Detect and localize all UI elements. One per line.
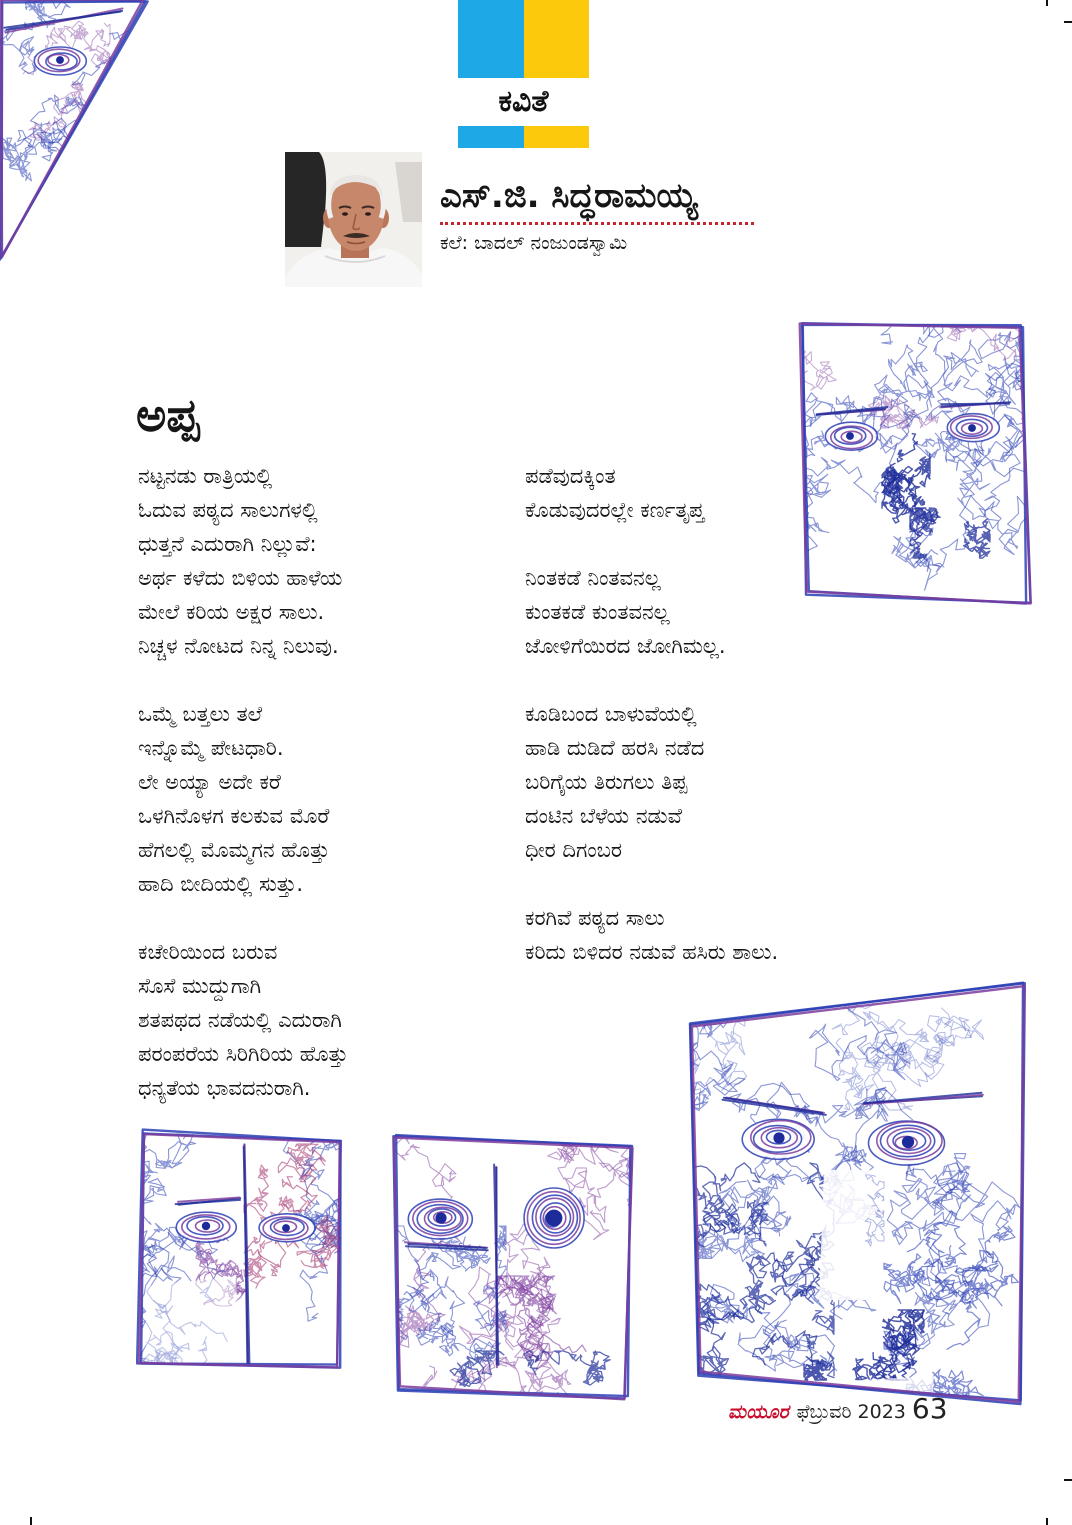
poem-line: ಹಾಡಿ ದುಡಿದೆ ಹರಸಿ ನಡೆದ (525, 736, 705, 760)
sketch-eye (869, 1120, 947, 1165)
crop-mark (1046, 0, 1048, 6)
poem-line: ಧುತ್ತನೆ ಎದುರಾಗಿ ನಿಲ್ಲುವೆ: (138, 532, 317, 556)
sketch-strokes (688, 982, 1020, 1408)
poem-line: ಹೆಗಲಲ್ಲಿ ಮೊಮ್ಮಗನ ಹೊತ್ತು (138, 838, 330, 862)
pen-scribble (963, 1226, 1015, 1298)
poem-line: ಅರ್ಥ ಕಳೆದು ಬಿಳಿಯ ಹಾಳೆಯ (138, 566, 343, 590)
stanza (138, 459, 488, 663)
poem-line: ಧೀರ ದಿಗಂಬರ (525, 838, 622, 862)
pen-scribble (804, 1357, 832, 1380)
sketch-eye (824, 422, 877, 450)
magazine-name: ಮಯೂರ (728, 1401, 789, 1423)
art-credit: ಕಲೆ: ಬಾದಲ್ ನಂಜುಂಡಸ್ವಾಮಿ (440, 232, 628, 254)
sketch-eye (176, 1211, 236, 1242)
poem-line: ಕೊಡುವುದರಲ್ಲೇ ಕರ್ಣತೃಪ್ತ (525, 498, 705, 522)
section-tag-bar (458, 126, 589, 148)
poem-line: ಕರಿದು ಬಿಳಿದರ ನಡುವೆ ಹಸಿರು ಶಾಲು. (525, 940, 779, 964)
section-tag-top-block (458, 0, 589, 78)
sketch-eye (258, 1214, 315, 1242)
sketch-line (723, 1100, 826, 1115)
sketch-strokes (392, 1134, 634, 1401)
poem-line: ಕೂಡಿಬಂದ ಬಾಳುವೆಯಲ್ಲಿ (525, 702, 697, 726)
sketch-line (4, 12, 120, 28)
sketch-eye (524, 1188, 584, 1248)
pen-scribble (909, 1180, 1020, 1338)
pen-scribble (688, 983, 745, 1111)
poem-line: ನಿಂತಕಡೆ ನಿಂತವನಲ್ಲ (525, 566, 661, 590)
sketch-strokes (800, 318, 1030, 590)
poem-line: ನಟ್ಟನಡು ರಾತ್ರಿಯಲ್ಲಿ (138, 464, 273, 488)
poem-line: ಹಾದಿ ಬೀದಿಯಲ್ಲಿ ಸುತ್ತು. (138, 872, 304, 896)
sketch-strokes (140, 1130, 344, 1368)
pen-scribble (800, 348, 836, 390)
poem-line: ಒಳಗಿನೊಳಗ ಕಲಕುವ ಮೊರೆ (138, 804, 330, 828)
page-number: 63 (911, 1392, 948, 1425)
poem-line: ಕಚೇರಿಯಿಂದ ಬರುವ (138, 940, 278, 964)
stanza (525, 697, 885, 867)
page-footer (728, 1392, 948, 1432)
pen-scribble (745, 1253, 815, 1314)
stanza (138, 935, 488, 1105)
crop-mark (1046, 1518, 1048, 1525)
author-dotted-rule (440, 222, 754, 225)
face-sketch-right (790, 308, 1032, 620)
poem-line: ಪರಂಪರೆಯ ಸಿರಿಗಿರಿಯ ಹೊತ್ತು (138, 1042, 349, 1066)
face-sketch-bottom-right (684, 980, 1026, 1410)
pen-scribble (911, 454, 930, 507)
sketch-eye (408, 1198, 473, 1239)
poem-title: ಅಪ್ಪ (136, 388, 200, 442)
sketch-eye (742, 1118, 815, 1159)
sketch-eye (34, 46, 86, 75)
poem-line: ಓದುವ ಪಠ್ಯದ ಸಾಲುಗಳಲ್ಲಿ (138, 498, 318, 522)
crop-mark (30, 1517, 32, 1525)
poem-line: ಧನ್ಯತೆಯ ಭಾವದನುರಾಗಿ. (138, 1076, 311, 1100)
stanza (138, 697, 488, 901)
poem-line: ಬರಿಗೈಯ ತಿರುಗಲು ತಿಪ್ಪ (525, 770, 688, 794)
face-sketch-top-left (0, 0, 150, 262)
poem-line: ಮೇಲೆ ಕರಿಯ ಅಕ್ಷರ ಸಾಲು. (138, 600, 325, 624)
poem-line: ದಂಟಿನ ಬೆಳೆಯ ನಡುವೆ (525, 804, 682, 828)
pen-scribble (897, 434, 917, 462)
poem-line: ಇನ್ನೊಮ್ಮೆ ಪೇಟಧಾರಿ. (138, 736, 284, 760)
poem-line: ನಿಚ್ಚಳ ನೋಟದ ನಿನ್ನ ನಿಲುವು. (138, 634, 339, 658)
poem-line: ಲೇ ಅಯ್ಯಾ ಅದೇ ಕರೆ (138, 770, 281, 794)
face-sketch-bottom-middle (386, 1126, 638, 1404)
sketch-eye (946, 414, 999, 442)
tag-blue-block (458, 0, 524, 78)
tag-blue-bar (458, 126, 524, 148)
tag-yellow-bar (524, 126, 590, 148)
pen-scribble (866, 1008, 972, 1087)
sketch-frame (396, 1135, 630, 1396)
pen-scribble (916, 555, 944, 590)
sketch-highlight (146, 1276, 240, 1364)
crop-mark (1064, 1479, 1072, 1481)
poem-line: ಒಮ್ಮೆ ಬತ್ತಲು ತಲೆ (138, 702, 263, 726)
poem-line: ಸೊಸೆ ಮುದ್ದುಗಾಗಿ (138, 974, 262, 998)
crop-mark (1064, 21, 1072, 23)
poem-line: ಪಡೆವುದಕ್ಕಿಂತ (525, 464, 616, 488)
tag-yellow-block (524, 0, 590, 78)
sketch-line (724, 1098, 822, 1113)
issue-date: ಫೆಬ್ರುವರಿ 2023 (796, 1401, 906, 1423)
sketch-line (863, 1095, 983, 1105)
poem-line: ಜೋಳಿಗೆಯಿರದ ಜೋಗಿಮಲ್ಲ. (525, 634, 726, 658)
poem-left-column (138, 459, 488, 1139)
sketch-frame (393, 1136, 632, 1398)
poem-line: ಕರಗಿವೆ ಪಠ್ಯದ ಸಾಲು (525, 906, 665, 930)
sketch-frame (1, 0, 143, 257)
author-portrait (285, 152, 422, 287)
pen-scribble (42, 107, 146, 175)
author-name: ಎಸ್.ಜಿ. ಸಿದ್ಧರಾಮಯ್ಯ (440, 176, 698, 216)
poem-line: ಶತಪಥದ ನಡೆಯಲ್ಲಿ ಎದುರಾಗಿ (138, 1008, 342, 1032)
stanza (525, 901, 885, 969)
section-label: ಕವಿತೆ (498, 84, 549, 119)
author-photo (285, 152, 422, 287)
pen-scribble (140, 1130, 201, 1224)
poem-line: ಕುಂತಕಡೆ ಕುಂತವನಲ್ಲ (525, 600, 670, 624)
sketch-frame (394, 1138, 633, 1400)
face-sketch-bottom-left (136, 1126, 348, 1376)
pen-scribble (56, 225, 146, 259)
